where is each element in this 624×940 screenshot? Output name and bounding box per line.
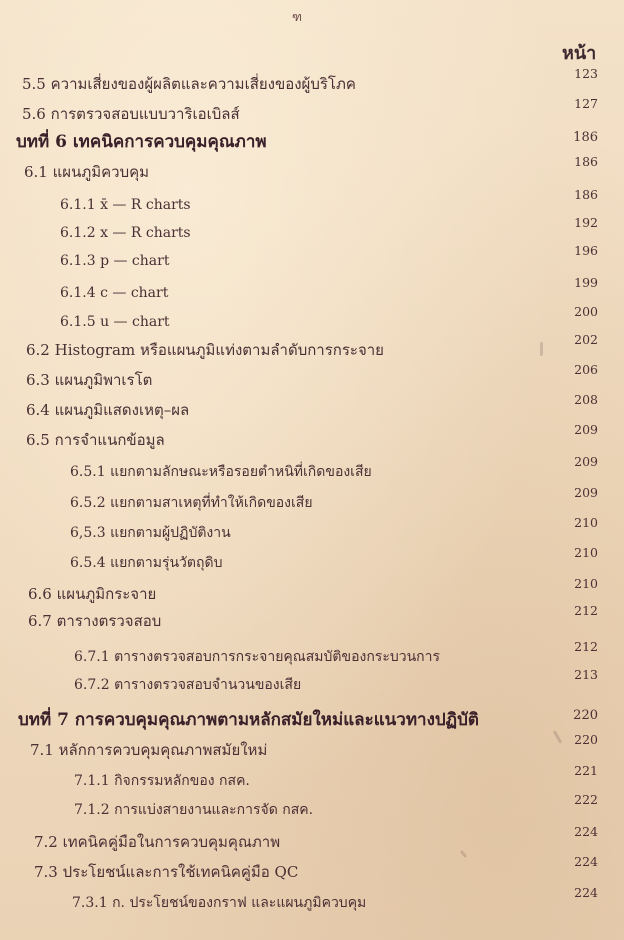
toc-entry-page: 221	[574, 763, 598, 778]
toc-entry	[0, 96, 624, 128]
toc-chapter-title: บทที่ 7 การควบคุมคุณภาพตามหลักสมัยใหม่และแนวทางปฏิบัติ	[18, 710, 479, 730]
toc-entry-page: 192	[574, 215, 598, 230]
toc-subentry	[0, 304, 624, 336]
toc-entry-title: 6.1.2 x — R charts	[60, 225, 191, 241]
toc-entry-page: 220	[574, 732, 598, 747]
toc-entry-page: 210	[574, 576, 598, 591]
toc-entry-page: 199	[574, 275, 598, 290]
toc-entry-page: 186	[574, 187, 598, 202]
toc-subentry	[0, 243, 624, 275]
toc-entry-title: 6.4 แผนภูมิแสดงเหตุ–ผล	[26, 401, 190, 419]
toc-entry-title: 6.6 แผนภูมิกระจาย	[28, 585, 157, 603]
toc-subentry	[0, 792, 624, 824]
toc-subentry	[0, 485, 624, 517]
toc-entry-title: 5.6 การตรวจสอบแบบวาริเอเบิลส์	[22, 105, 240, 123]
toc-entry-title: 6.7 ตารางตรวจสอบ	[28, 612, 162, 630]
toc-entry	[0, 732, 624, 764]
toc-subentry	[0, 639, 624, 671]
toc-entry-page: 213	[574, 667, 598, 682]
toc-entry-page: 186	[573, 130, 598, 145]
toc-entry-title: 6.3 แผนภูมิพาเรโต	[26, 371, 153, 389]
page-column-heading: หน้า	[562, 43, 597, 64]
toc-entry-page: 222	[574, 792, 598, 807]
toc-subentry	[0, 667, 624, 699]
toc-subentry	[0, 454, 624, 486]
toc-entry	[0, 576, 624, 608]
toc-entry-title: 6.1.1 x̄ — R charts	[60, 197, 191, 213]
toc-entry-page: 186	[574, 154, 598, 169]
toc-chapter-title: บทที่ 6 เทคนิคการควบคุมคุณภาพ	[16, 132, 267, 152]
toc-entry-page: 208	[574, 392, 598, 407]
toc-entry-page: 209	[574, 454, 598, 469]
toc-entry	[0, 422, 624, 454]
toc-entry-title: 6.5.2 แยกตามสาเหตุที่ทำให้เกิดของเสีย	[70, 495, 313, 511]
toc-entry-page: 210	[574, 545, 598, 560]
toc-entry-title: 6.1.5 u — chart	[60, 314, 170, 330]
toc-entry-title: 7.2 เทคนิคคู่มือในการควบคุมคุณภาพ	[34, 833, 281, 851]
toc-entry-page: 202	[574, 332, 598, 347]
toc-subentry	[0, 545, 624, 577]
toc-entry-title: 7.3 ประโยชน์และการใช้เทคนิคคู่มือ QC	[34, 863, 299, 881]
toc-entry-page: 196	[574, 243, 598, 258]
toc-entry-title: 6.5.4 แยกตามรุ่นวัตถุดิบ	[70, 555, 223, 571]
toc-entry	[0, 603, 624, 635]
toc-entry-title: 7.1.1 กิจกรรมหลักของ กสค.	[74, 773, 250, 789]
toc-entry-page: 127	[574, 96, 598, 111]
toc-entry-title: 6,5.3 แยกตามผู้ปฏิบัติงาน	[70, 525, 231, 541]
toc-entry-title: 7.3.1 ก. ประโยชน์ของกราฟ และแผนภูมิควบคุม	[72, 895, 367, 911]
toc-entry	[0, 392, 624, 424]
toc-subentry	[0, 275, 624, 307]
toc-entry-title: 6.1.4 c — chart	[60, 285, 169, 301]
print-smudge	[540, 342, 543, 356]
toc-subentry	[0, 215, 624, 247]
toc-subentry	[0, 515, 624, 547]
toc-subentry	[0, 187, 624, 219]
toc-entry-page: 220	[573, 708, 598, 723]
page-number: ฑ	[292, 10, 302, 24]
toc-entry-page: 123	[574, 66, 598, 81]
toc-entry-page: 224	[574, 885, 598, 900]
toc-entry-title: 6.5 การจำแนกข้อมูล	[26, 431, 165, 449]
toc-entry-page: 224	[574, 854, 598, 869]
toc-entry-page: 212	[574, 603, 598, 618]
toc-entry-page: 210	[574, 515, 598, 530]
toc-entry-title: 6.5.1 แยกตามลักษณะหรือรอยตำหนิที่เกิดของเสีย	[70, 464, 372, 480]
toc-subentry	[0, 885, 624, 917]
toc-entry-page: 209	[574, 422, 598, 437]
toc-entry-title: 6.1 แผนภูมิควบคุม	[24, 163, 150, 181]
toc-entry-page: 200	[574, 304, 598, 319]
toc-entry-title: 6.2 Histogram หรือแผนภูมิแท่งตามลำดับการกระจาย	[26, 341, 384, 359]
toc-entry	[0, 362, 624, 394]
toc-entry	[0, 66, 624, 98]
toc-entry-title: 5.5 ความเสี่ยงของผู้ผลิตและความเสี่ยงของผู้บริโภค	[22, 75, 356, 93]
toc-entry-page: 212	[574, 639, 598, 654]
toc-chapter	[0, 706, 624, 734]
toc-entry-title: 6.7.1 ตารางตรวจสอบการกระจายคุณสมบัติของกระบวนการ	[74, 649, 441, 665]
toc-subentry	[0, 763, 624, 795]
toc-entry-title: 7.1.2 การแบ่งสายงานและการจัด กสค.	[74, 802, 314, 818]
toc-entry	[0, 154, 624, 186]
toc-entry-title: 6.7.2 ตารางตรวจสอบจำนวนของเสีย	[74, 677, 302, 693]
toc-entry	[0, 332, 624, 364]
toc-entry-page: 209	[574, 485, 598, 500]
toc-chapter	[0, 128, 624, 156]
toc-entry-title: 6.1.3 p — chart	[60, 253, 170, 269]
toc-entry	[0, 824, 624, 856]
toc-entry-title: 7.1 หลักการควบคุมคุณภาพสมัยใหม่	[30, 741, 268, 759]
toc-entry-page: 224	[574, 824, 598, 839]
toc-entry	[0, 854, 624, 886]
toc-entry-page: 206	[574, 362, 598, 377]
